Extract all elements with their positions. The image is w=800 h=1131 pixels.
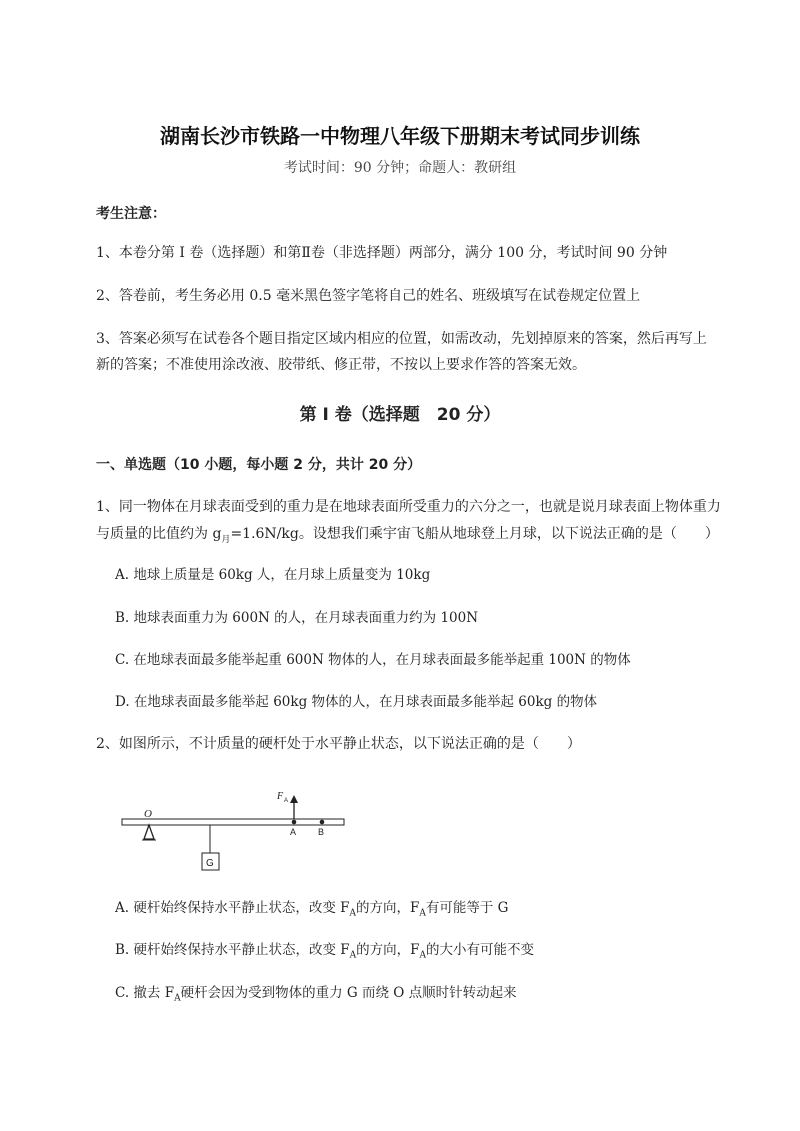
q2-a-part2: 的方向，F: [356, 900, 420, 916]
page-title: 湖南长沙市铁路一中物理八年级下册期末考试同步训练: [160, 124, 640, 148]
q2-c-part2: 硬杆会因为受到物体的重力 G 而绕 O 点顺时针转动起来: [180, 985, 517, 1001]
section-title: 第 I 卷（选择题 20 分）: [299, 405, 501, 425]
lever-diagram: [118, 786, 350, 872]
label-f: F: [277, 791, 284, 802]
q2-stem: 2、如图所示，不计质量的硬杆处于水平静止状态，以下说法正确的是（ ）: [96, 736, 581, 752]
exam-info: 考试时间：90 分钟；命题人：教研组: [283, 160, 517, 176]
q1-option-c: C. 在地球表面最多能举起重 600N 物体的人，在月球表面最多能举起重 100N 的物体: [115, 652, 631, 668]
q2-a-sub1: A: [349, 908, 356, 919]
q2-b-part1: B. 硬杆始终保持水平静止状态，改变 F: [115, 942, 350, 958]
q2-a-part1: A. 硬杆始终保持水平静止状态，改变 F: [115, 900, 350, 916]
q1-stem-post: =1.6N/kg。设想我们乘宇宙飞船从地球登上月球，以下说法正确的是（ ）: [230, 526, 719, 542]
q2-option-c: [115, 981, 517, 1011]
pivot-triangle: [144, 825, 154, 839]
point-b: [320, 820, 325, 825]
q1-option-d: D. 在地球表面最多能举起 60kg 物体的人，在月球表面最多能举起 60kg 的物体: [115, 694, 598, 710]
q2-b-part3: 的大小有可能不变: [426, 942, 535, 958]
notice-item-3: 3、答案必须写在试卷各个题目指定区域内相应的位置，如需改动，先划掉原来的答案，然后再写上新的答案；不准使用涂改液、胶带纸、修正带，不按以上要求作答的答案无效。: [96, 331, 707, 373]
q2-option-a: [115, 896, 508, 926]
q2-b-part2: 的方向，F: [356, 942, 420, 958]
part-heading: 一、单选题（10 小题，每小题 2 分，共计 20 分）: [96, 457, 422, 473]
q2-c-sub1: A: [174, 993, 181, 1004]
label-o: O: [144, 808, 152, 820]
q1-stem-line2: [96, 521, 719, 553]
point-a: [292, 820, 297, 825]
q2-b-sub1: A: [349, 950, 357, 961]
label-f-sub: A: [284, 798, 289, 804]
force-arrow-head: [290, 795, 298, 803]
notice-item-2: 2、答卷前，考生务必用 0.5 毫米黑色签字笔将自己的姓名、班级填写在试卷规定位置上: [96, 288, 641, 304]
q2-option-b: [115, 938, 534, 968]
label-b: B: [318, 827, 325, 837]
q2-a-part3: 有可能等于 G: [425, 900, 509, 916]
label-a: A: [290, 827, 297, 837]
q1-option-b: B. 地球表面重力为 600N 的人，在月球表面重力约为 100N: [115, 610, 479, 626]
q1-option-a: A. 地球上质量是 60kg 人，在月球上质量变为 10kg: [115, 567, 431, 583]
lever-rod: [122, 819, 344, 825]
q2-b-sub2: A: [419, 950, 427, 961]
notice-heading: 考生注意：: [96, 206, 166, 222]
label-g: G: [206, 858, 214, 869]
q2-c-part1: C. 撤去 F: [115, 985, 175, 1001]
q1-stem-line1: 1、同一物体在月球表面受到的重力是在地球表面所受重力的六分之一，也就是说月球表面上物体重力: [96, 499, 721, 515]
q1-stem-pre: 与质量的比值约为 g: [96, 526, 222, 542]
q1-g-subscript: 月: [221, 534, 231, 545]
q2-a-sub2: A: [419, 908, 426, 919]
notice-item-1: 1、本卷分第 I 卷（选择题）和第Ⅱ卷（非选择题）两部分，满分 100 分，考试时间 90 分钟: [96, 245, 668, 261]
